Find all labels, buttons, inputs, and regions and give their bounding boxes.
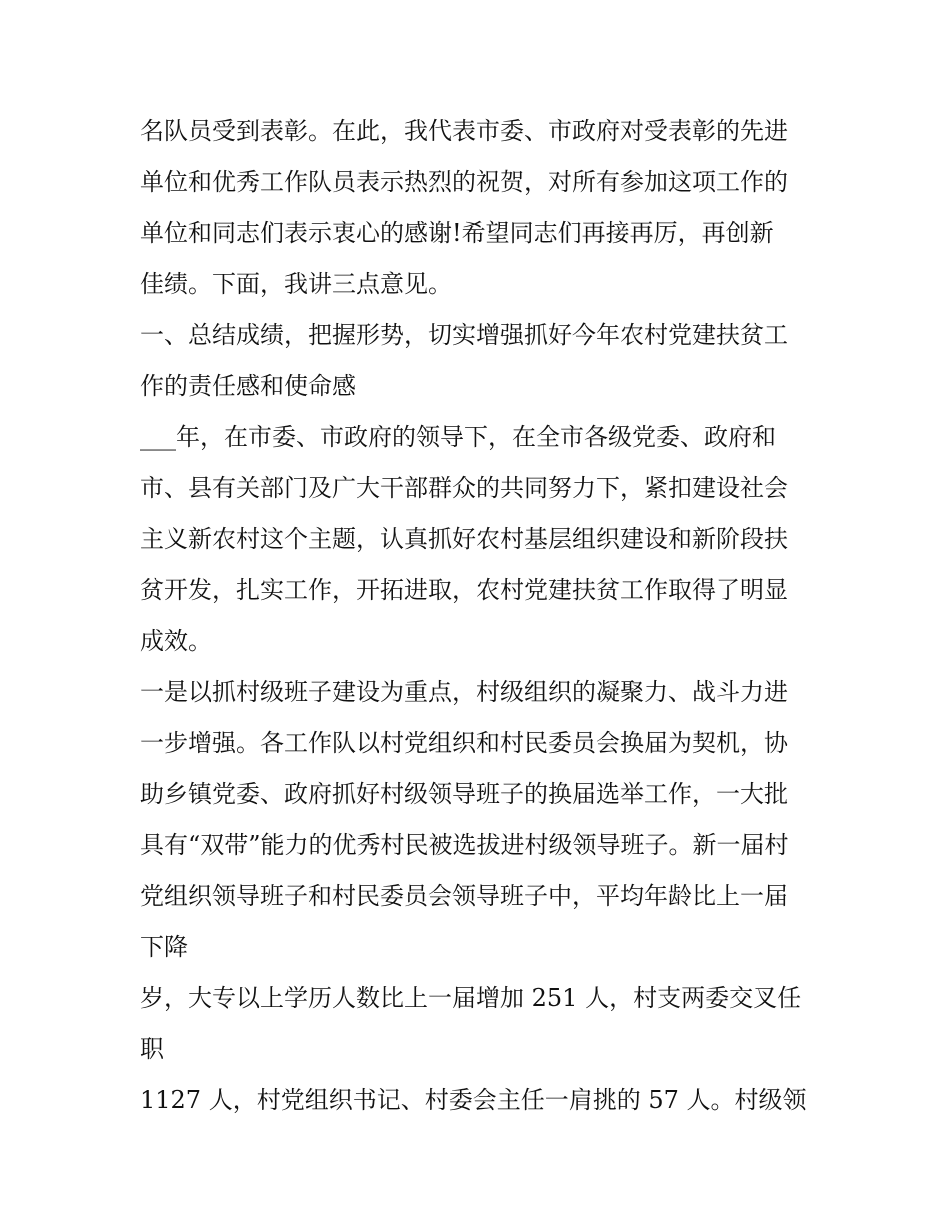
- text-line: 单位和同志们表示衷心的感谢!希望同志们再接再厉，再创新: [140, 219, 774, 247]
- text-line: 成效。: [140, 627, 212, 655]
- text-line: 一是以抓村级班子建设为重点，村级组织的凝聚力、战斗力进: [140, 678, 788, 706]
- text-line: 主义新农村这个主题，认真抓好农村基层组织建设和新阶段扶: [140, 525, 788, 553]
- text-line: 助乡镇党委、政府抓好村级领导班子的换届选举工作，一大批: [140, 780, 788, 808]
- text-line: 下降: [140, 933, 188, 961]
- text-line: 1127 人，村党组织书记、村委会主任一肩挑的 57 人。村级领: [140, 1086, 807, 1114]
- section-heading-line: 一、总结成绩，把握形势，切实增强抓好今年农村党建扶贫工: [140, 321, 788, 349]
- text-line: 具有“双带”能力的优秀村民被选拔进村级领导班子。新一届村: [140, 831, 789, 859]
- body-text: [140, 106, 830, 1126]
- text-line: 党组织领导班子和村民委员会领导班子中，平均年龄比上一届: [140, 882, 788, 910]
- section-heading-line: 作的责任感和使命感: [140, 372, 356, 400]
- text-line: 一步增强。各工作队以村党组织和村民委员会换届为契机，协: [140, 729, 788, 757]
- text-line: ___年，在市委、市政府的领导下，在全市各级党委、政府和: [140, 423, 776, 451]
- text-line: 职: [140, 1035, 164, 1063]
- text-line: 市、县有关部门及广大干部群众的共同努力下，紧扣建设社会: [140, 474, 788, 502]
- text-line: 单位和优秀工作队员表示热烈的祝贺，对所有参加这项工作的: [140, 168, 788, 196]
- text-line: 贫开发，扎实工作，开拓进取，农村党建扶贫工作取得了明显: [140, 576, 788, 604]
- text-line: 名队员受到表彰。在此，我代表市委、市政府对受表彰的先进: [140, 117, 788, 145]
- text-line: 佳绩。下面，我讲三点意见。: [140, 270, 452, 298]
- text-line: 岁，大专以上学历人数比上一届增加 251 人，村支两委交叉任: [140, 984, 802, 1012]
